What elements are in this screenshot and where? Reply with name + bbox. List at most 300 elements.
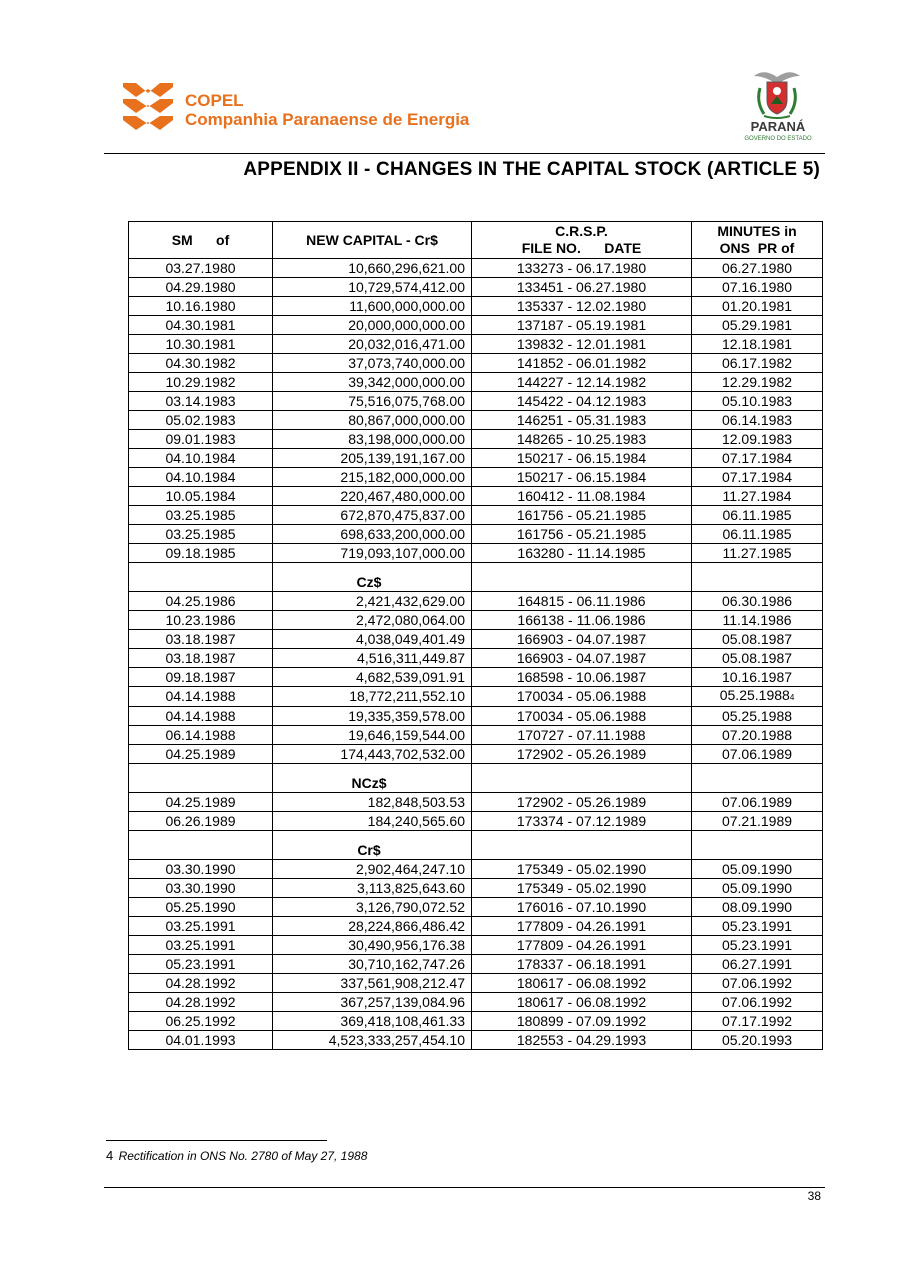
minutes-cell <box>692 1012 823 1031</box>
footnote-divider <box>106 1140 327 1141</box>
capital-cell <box>273 316 472 335</box>
minutes-cell-value: 05.09.1990 <box>721 879 793 896</box>
capital-cell <box>273 468 472 487</box>
minutes-cell <box>692 611 823 630</box>
capital-cell <box>273 917 472 936</box>
capital-cell-value: 4,038,049,401.49 <box>356 630 465 647</box>
sm-cell-value: 04.10.1984 <box>165 449 236 466</box>
crsp-cell-value: 172902 - 05.26.1989 <box>516 793 647 810</box>
sm-cell <box>129 955 273 974</box>
empty-cell <box>129 563 273 592</box>
table-row <box>129 649 823 668</box>
copel-wordmark <box>185 91 469 129</box>
sm-cell <box>129 745 273 764</box>
capital-cell <box>273 611 472 630</box>
footnote-reference: 4 <box>789 693 795 702</box>
crsp-cell <box>472 955 692 974</box>
crsp-cell <box>472 611 692 630</box>
sm-cell <box>129 392 273 411</box>
empty-cell <box>472 764 692 793</box>
sm-cell-value: 03.25.1985 <box>165 506 236 523</box>
sm-cell-value: 04.14.1988 <box>165 707 236 724</box>
copel-logo-icon <box>123 83 173 130</box>
capital-cell <box>273 793 472 812</box>
capital-cell <box>273 487 472 506</box>
sm-cell-value: 04.01.1993 <box>165 1031 236 1048</box>
crsp-cell-value: 175349 - 05.02.1990 <box>516 860 647 877</box>
sm-cell-value: 05.23.1991 <box>165 955 236 972</box>
crsp-cell-value: 150217 - 06.15.1984 <box>516 468 647 485</box>
sm-cell <box>129 592 273 611</box>
sm-cell <box>129 1031 273 1050</box>
page-header <box>0 0 902 155</box>
crsp-cell <box>472 449 692 468</box>
minutes-cell-value: 05.10.1983 <box>721 392 793 409</box>
sm-cell <box>129 993 273 1012</box>
footnote <box>106 1148 367 1163</box>
company-full-name: Companhia Paranaense de Energia <box>185 110 470 129</box>
sm-cell-value: 03.14.1983 <box>165 392 236 409</box>
capital-cell <box>273 354 472 373</box>
sm-cell-value: 04.25.1986 <box>165 592 236 609</box>
minutes-cell-value: 05.23.1991 <box>721 917 793 934</box>
capital-stock-table-container <box>128 221 823 1050</box>
crsp-cell <box>472 668 692 687</box>
crsp-cell <box>472 468 692 487</box>
table-row <box>129 468 823 487</box>
table-row <box>129 316 823 335</box>
table-row <box>129 1031 823 1050</box>
table-row <box>129 278 823 297</box>
minutes-cell <box>692 687 823 707</box>
capital-cell <box>273 592 472 611</box>
crsp-cell <box>472 649 692 668</box>
table-row <box>129 917 823 936</box>
capital-cell-value: 3,113,825,643.60 <box>357 879 465 896</box>
crsp-cell <box>472 592 692 611</box>
minutes-cell-value: 05.25.1988 <box>721 707 793 724</box>
sm-cell <box>129 917 273 936</box>
table-row <box>129 974 823 993</box>
table-row <box>129 592 823 611</box>
table-row <box>129 726 823 745</box>
header-divider <box>104 153 825 154</box>
crsp-cell-value: 160412 - 11.08.1984 <box>517 487 646 504</box>
capital-cell <box>273 373 472 392</box>
minutes-cell <box>692 668 823 687</box>
capital-cell <box>273 687 472 707</box>
table-body <box>129 259 823 1050</box>
sm-cell <box>129 687 273 707</box>
crsp-cell <box>472 812 692 831</box>
crsp-cell <box>472 354 692 373</box>
minutes-cell <box>692 726 823 745</box>
capital-cell-value: 28,224,866,486.42 <box>348 917 465 934</box>
sm-cell <box>129 793 273 812</box>
sm-cell-value: 10.30.1981 <box>165 335 236 352</box>
minutes-cell-value: 07.17.1984 <box>721 449 793 466</box>
sm-cell <box>129 812 273 831</box>
capital-cell <box>273 392 472 411</box>
crsp-cell-value: 170034 - 05.06.1988 <box>516 688 647 704</box>
capital-cell-value: 337,561,908,212.47 <box>340 974 465 991</box>
capital-cell <box>273 1031 472 1050</box>
table-row <box>129 259 823 278</box>
crsp-cell-value: 173374 - 07.12.1989 <box>516 812 647 829</box>
sm-cell-value: 03.25.1985 <box>165 525 236 542</box>
capital-cell <box>273 525 472 544</box>
sm-cell-value: 04.25.1989 <box>165 793 236 810</box>
minutes-cell <box>692 812 823 831</box>
crsp-cell <box>472 745 692 764</box>
minutes-cell-value: 07.06.1992 <box>721 974 793 991</box>
crsp-cell-value: 166903 - 04.07.1987 <box>516 630 647 647</box>
sm-cell <box>129 525 273 544</box>
crsp-cell <box>472 936 692 955</box>
table-row <box>129 993 823 1012</box>
minutes-cell-value: 06.27.1980 <box>721 259 793 276</box>
sm-cell-value: 03.25.1991 <box>165 936 236 953</box>
table-row <box>129 392 823 411</box>
crsp-cell-value: 170727 - 07.11.1988 <box>517 726 646 743</box>
sm-cell <box>129 259 273 278</box>
capital-cell-value: 174,443,702,532.00 <box>340 745 465 762</box>
minutes-cell <box>692 793 823 812</box>
sm-cell <box>129 668 273 687</box>
sm-cell <box>129 354 273 373</box>
crsp-cell <box>472 793 692 812</box>
sm-cell <box>129 860 273 879</box>
minutes-cell-value: 12.29.1982 <box>721 373 793 390</box>
crsp-cell <box>472 259 692 278</box>
sm-cell-value: 04.10.1984 <box>165 468 236 485</box>
crsp-cell <box>472 278 692 297</box>
crsp-cell-value: 177809 - 04.26.1991 <box>516 936 647 953</box>
minutes-cell <box>692 707 823 726</box>
capital-cell-value: 4,523,333,257,454.10 <box>328 1031 465 1048</box>
capital-cell <box>273 297 472 316</box>
sm-cell-value: 05.25.1990 <box>165 898 236 915</box>
minutes-cell-value: 11.27.1985 <box>722 544 792 561</box>
minutes-cell <box>692 898 823 917</box>
minutes-cell <box>692 297 823 316</box>
capital-cell <box>273 879 472 898</box>
minutes-cell <box>692 525 823 544</box>
currency-row <box>129 764 823 793</box>
table-row <box>129 611 823 630</box>
minutes-cell <box>692 278 823 297</box>
header-minutes-bottom: ONS PR of <box>719 240 795 256</box>
minutes-cell-value: 05.08.1987 <box>721 649 793 666</box>
crsp-cell <box>472 974 692 993</box>
crsp-cell-value: 133273 - 06.17.1980 <box>516 259 647 276</box>
minutes-cell <box>692 860 823 879</box>
minutes-cell-value: 05.29.1981 <box>721 316 793 333</box>
sm-cell-value: 05.02.1983 <box>165 411 236 428</box>
crsp-cell-value: 141852 - 06.01.1982 <box>516 354 647 371</box>
sm-cell <box>129 278 273 297</box>
capital-cell-value: 205,139,191,167.00 <box>340 449 465 466</box>
crsp-cell-value: 180617 - 06.08.1992 <box>516 974 647 991</box>
minutes-cell <box>692 449 823 468</box>
table-row <box>129 430 823 449</box>
minutes-cell-value: 05.25.1988 <box>719 687 790 703</box>
sm-cell <box>129 411 273 430</box>
sm-cell-value: 03.27.1980 <box>165 259 236 276</box>
capital-cell <box>273 974 472 993</box>
minutes-cell-value: 07.17.1992 <box>721 1012 793 1029</box>
crsp-cell-value: 164815 - 06.11.1986 <box>517 592 646 609</box>
table-row <box>129 373 823 392</box>
crsp-cell <box>472 726 692 745</box>
minutes-cell <box>692 745 823 764</box>
table-row <box>129 668 823 687</box>
minutes-cell <box>692 955 823 974</box>
minutes-cell <box>692 430 823 449</box>
minutes-cell <box>692 316 823 335</box>
minutes-cell-value: 08.09.1990 <box>721 898 793 915</box>
capital-cell <box>273 707 472 726</box>
crsp-cell <box>472 993 692 1012</box>
table-row <box>129 1012 823 1031</box>
sm-cell-value: 06.25.1992 <box>165 1012 236 1029</box>
capital-cell-value: 20,000,000,000.00 <box>348 316 465 333</box>
crsp-cell <box>472 335 692 354</box>
sm-cell-value: 03.18.1987 <box>165 630 236 647</box>
minutes-cell-value: 07.06.1989 <box>721 745 793 762</box>
minutes-cell-value: 05.23.1991 <box>721 936 793 953</box>
footnote-number: 4 <box>106 1148 114 1163</box>
sm-cell <box>129 430 273 449</box>
currency-row <box>129 563 823 592</box>
capital-cell <box>273 506 472 525</box>
capital-cell-value: 19,335,359,578.00 <box>348 707 465 724</box>
capital-cell <box>273 335 472 354</box>
header-sm-of-label: SM of <box>171 231 230 248</box>
sm-cell <box>129 487 273 506</box>
sm-cell <box>129 316 273 335</box>
sm-cell-value: 06.14.1988 <box>165 726 236 743</box>
header-minutes-top: MINUTES in <box>717 223 797 239</box>
capital-cell <box>273 278 472 297</box>
crsp-cell <box>472 687 692 707</box>
capital-cell-value: 2,472,080,064.00 <box>356 611 465 628</box>
crsp-cell <box>472 373 692 392</box>
crsp-cell <box>472 898 692 917</box>
crsp-cell-value: 145422 - 04.12.1983 <box>516 392 647 409</box>
company-name: COPEL <box>185 91 244 110</box>
minutes-cell-value: 12.09.1983 <box>721 430 793 447</box>
capital-stock-table <box>128 221 823 1050</box>
crsp-cell <box>472 487 692 506</box>
crsp-cell-value: 180617 - 06.08.1992 <box>516 993 647 1010</box>
capital-cell-value: 719,093,107,000.00 <box>340 544 465 561</box>
header-crsp <box>472 222 692 259</box>
capital-cell <box>273 411 472 430</box>
crsp-cell-value: 161756 - 05.21.1985 <box>516 525 647 542</box>
crsp-cell-value: 163280 - 11.14.1985 <box>517 544 646 561</box>
header-crsp-label: C.R.S.P. <box>555 223 608 239</box>
minutes-cell-value: 12.18.1981 <box>721 335 793 352</box>
sm-cell-value: 03.30.1990 <box>165 860 236 877</box>
sm-cell <box>129 611 273 630</box>
minutes-cell <box>692 917 823 936</box>
minutes-cell-value: 07.06.1992 <box>721 993 793 1010</box>
sm-cell-value: 03.25.1991 <box>165 917 236 934</box>
crsp-cell <box>472 392 692 411</box>
page-title: APPENDIX II - CHANGES IN THE CAPITAL STOCK (ARTICLE 5) <box>243 159 820 180</box>
sm-cell <box>129 630 273 649</box>
header-file-no: FILE NO. <box>521 240 581 256</box>
footnote-text: Rectification in ONS No. 2780 of May 27, 1988 <box>118 1149 368 1163</box>
parana-coat-of-arms-icon <box>750 68 804 120</box>
capital-cell-value: 37,073,740,000.00 <box>348 354 465 371</box>
crsp-cell <box>472 525 692 544</box>
sm-cell-value: 10.16.1980 <box>165 297 236 314</box>
crsp-cell <box>472 544 692 563</box>
minutes-cell-value: 07.21.1989 <box>721 812 793 829</box>
crsp-cell <box>472 917 692 936</box>
table-row <box>129 707 823 726</box>
capital-cell-value: 10,729,574,412.00 <box>348 278 465 295</box>
minutes-cell-value: 07.20.1988 <box>721 726 793 743</box>
minutes-cell-value: 07.16.1980 <box>721 278 793 295</box>
crsp-cell-value: 137187 - 05.19.1981 <box>516 316 647 333</box>
header-new-capital <box>273 222 472 259</box>
crsp-cell-value: 135337 - 12.02.1980 <box>516 297 647 314</box>
footer-divider <box>104 1187 825 1188</box>
minutes-cell-value: 05.08.1987 <box>721 630 793 647</box>
capital-cell-value: 18,772,211,552.10 <box>349 688 465 704</box>
empty-cell <box>692 563 823 592</box>
capital-cell-value: 80,867,000,000.00 <box>348 411 465 428</box>
capital-cell-value: 75,516,075,768.00 <box>348 392 465 409</box>
capital-cell <box>273 726 472 745</box>
empty-cell <box>472 563 692 592</box>
sm-cell-value: 09.18.1987 <box>165 668 236 685</box>
table-row <box>129 506 823 525</box>
capital-cell-value: 369,418,108,461.33 <box>340 1012 465 1029</box>
sm-cell-value: 03.18.1987 <box>165 649 236 666</box>
sm-cell <box>129 936 273 955</box>
capital-cell <box>273 259 472 278</box>
state-name: PARANÁ <box>750 119 806 134</box>
minutes-cell-value: 01.20.1981 <box>721 297 793 314</box>
minutes-cell <box>692 630 823 649</box>
sm-cell <box>129 898 273 917</box>
minutes-cell <box>692 468 823 487</box>
crsp-cell-value: 178337 - 06.18.1991 <box>516 955 647 972</box>
header-date: DATE <box>604 240 642 256</box>
capital-cell <box>273 936 472 955</box>
table-row <box>129 879 823 898</box>
minutes-cell <box>692 879 823 898</box>
sm-cell-value: 10.05.1984 <box>165 487 236 504</box>
table-row <box>129 544 823 563</box>
crsp-cell <box>472 630 692 649</box>
capital-cell <box>273 1012 472 1031</box>
table-row <box>129 812 823 831</box>
sm-cell-value: 04.28.1992 <box>165 974 236 991</box>
capital-cell <box>273 449 472 468</box>
minutes-cell <box>692 1031 823 1050</box>
sm-cell <box>129 468 273 487</box>
capital-cell-value: 4,516,311,449.87 <box>357 649 465 666</box>
currency-label: Cz$ <box>273 563 472 592</box>
table-row <box>129 860 823 879</box>
sm-cell-value: 04.30.1982 <box>165 354 236 371</box>
table-row <box>129 793 823 812</box>
capital-cell-value: 672,870,475,837.00 <box>340 506 465 523</box>
minutes-cell <box>692 592 823 611</box>
capital-cell-value: 182,848,503.53 <box>367 793 465 810</box>
crsp-cell-value: 177809 - 04.26.1991 <box>516 917 647 934</box>
minutes-cell-value: 07.06.1989 <box>721 793 793 810</box>
empty-cell <box>472 831 692 860</box>
sm-cell-value: 04.14.1988 <box>165 688 236 704</box>
sm-cell-value: 04.30.1981 <box>165 316 236 333</box>
capital-cell <box>273 430 472 449</box>
crsp-cell-value: 175349 - 05.02.1990 <box>516 879 647 896</box>
minutes-cell-value: 11.14.1986 <box>722 611 792 628</box>
minutes-cell <box>692 487 823 506</box>
capital-cell-value: 19,646,159,544.00 <box>348 726 465 743</box>
minutes-cell <box>692 974 823 993</box>
table-header-row <box>129 222 823 259</box>
table-row <box>129 487 823 506</box>
capital-cell <box>273 993 472 1012</box>
header-sm-of <box>129 222 273 259</box>
sm-cell <box>129 649 273 668</box>
crsp-cell-value: 180899 - 07.09.1992 <box>516 1012 647 1029</box>
minutes-cell-value: 06.30.1986 <box>721 592 793 609</box>
table-row <box>129 525 823 544</box>
sm-cell <box>129 879 273 898</box>
capital-cell-value: 367,257,139,084.96 <box>340 993 465 1010</box>
crsp-cell-value: 144227 - 12.14.1982 <box>516 373 647 390</box>
crsp-cell <box>472 316 692 335</box>
sm-cell-value: 04.29.1980 <box>165 278 236 295</box>
minutes-cell-value: 06.11.1985 <box>722 506 792 523</box>
sm-cell-value: 06.26.1989 <box>165 812 236 829</box>
table-row <box>129 630 823 649</box>
capital-cell-value: 39,342,000,000.00 <box>348 373 465 390</box>
table-row <box>129 354 823 373</box>
capital-cell-value: 30,710,162,747.26 <box>348 955 465 972</box>
crsp-cell-value: 170034 - 05.06.1988 <box>516 707 647 724</box>
capital-cell-value: 220,467,480,000.00 <box>340 487 465 504</box>
minutes-cell <box>692 354 823 373</box>
empty-cell <box>129 831 273 860</box>
minutes-cell-value: 10.16.1987 <box>721 668 793 685</box>
capital-cell-value: 20,032,016,471.00 <box>348 335 465 352</box>
crsp-cell <box>472 1031 692 1050</box>
table-row <box>129 335 823 354</box>
table-row <box>129 898 823 917</box>
crsp-cell-value: 176016 - 07.10.1990 <box>516 898 647 915</box>
table-row <box>129 955 823 974</box>
capital-cell-value: 184,240,565.60 <box>367 812 465 829</box>
minutes-cell <box>692 259 823 278</box>
crsp-cell-value: 133451 - 06.27.1980 <box>516 278 647 295</box>
capital-cell-value: 698,633,200,000.00 <box>340 525 465 542</box>
crsp-cell <box>472 506 692 525</box>
capital-cell <box>273 630 472 649</box>
crsp-cell <box>472 860 692 879</box>
crsp-cell <box>472 879 692 898</box>
crsp-cell <box>472 430 692 449</box>
minutes-cell <box>692 335 823 354</box>
